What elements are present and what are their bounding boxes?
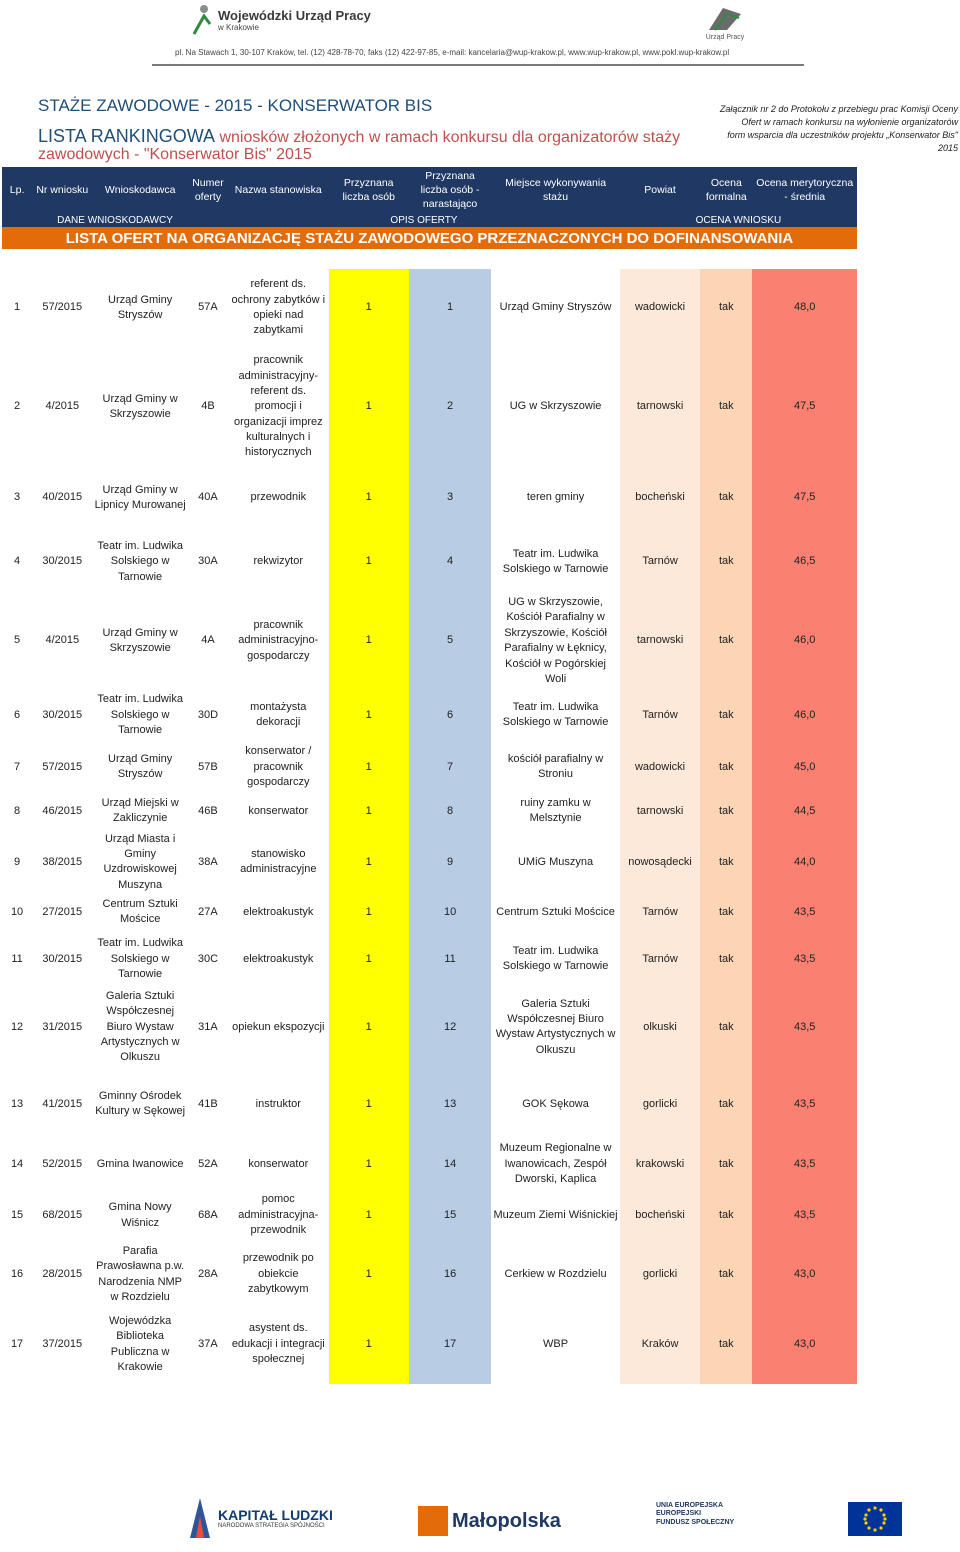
row-miejsce: WBP <box>543 1337 569 1350</box>
row-liczba: 1 <box>329 595 409 687</box>
table-row <box>2 1306 857 1384</box>
row-lp: 4 <box>14 555 21 568</box>
row-stanowisko: asystent ds. edukacji i integracji społecznej <box>231 1322 325 1366</box>
row-formalna: tak <box>700 1067 752 1141</box>
row-oferta: 57A <box>198 301 218 314</box>
row-narastajaco: 12 <box>409 987 491 1067</box>
row-wnioskodawca: Centrum Sztuki Mościce <box>102 897 178 926</box>
row-formalna: tak <box>700 1141 752 1187</box>
row-narastajaco: 4 <box>409 529 491 595</box>
kapital-ludzki-logo <box>188 1496 333 1540</box>
row-powiat: tarnowski <box>620 347 700 467</box>
table-row <box>2 467 857 529</box>
row-nr: 40/2015 <box>42 491 83 504</box>
row-stanowisko: pomoc administracyjna-przewodnik <box>238 1193 319 1237</box>
row-wnioskodawca: Urząd Gminy w Skrzyszowie <box>102 626 178 655</box>
wup-logo-icon <box>192 4 212 36</box>
row-ocena: 44,0 <box>752 831 857 893</box>
row-stanowisko: referent ds. ochrony zabytków i opieki nad zabytkami <box>231 278 326 337</box>
row-wnioskodawca: Urząd Miasta i Gminy Uzdrowiskowej Muszyna <box>103 832 177 891</box>
table-row <box>2 831 857 893</box>
row-liczba: 1 <box>329 987 409 1067</box>
row-nr: 38/2015 <box>42 855 83 868</box>
urzad-pracy-logo <box>700 4 750 41</box>
row-formalna: tak <box>700 347 752 467</box>
row-oferta: 4B <box>201 400 215 413</box>
row-formalna: tak <box>700 269 752 347</box>
row-stanowisko: elektroakustyk <box>243 952 314 965</box>
row-narastajaco: 15 <box>409 1188 491 1244</box>
annex-line-3: form wsparcia dla uczestników projektu „Konserwator Bis" <box>727 130 958 141</box>
row-liczba: 1 <box>329 467 409 529</box>
row-oferta: 68A <box>198 1208 218 1221</box>
row-liczba: 1 <box>329 1188 409 1244</box>
row-ocena: 48,0 <box>752 269 857 347</box>
row-liczba: 1 <box>329 791 409 831</box>
row-powiat: olkuski <box>620 987 700 1067</box>
row-lp: 5 <box>14 634 21 647</box>
table-row <box>2 269 857 347</box>
ranking-table <box>2 167 857 1384</box>
row-powiat: Tarnów <box>620 893 700 931</box>
row-nr: 57/2015 <box>42 760 83 773</box>
orange-banner-text: LISTA OFERT NA ORGANIZACJĘ STAŻU ZAWODOWEGO PRZEZNACZONYCH DO DOFINANSOWANIA <box>2 227 857 249</box>
table-row <box>2 1244 857 1306</box>
row-wnioskodawca: Teatr im. Ludwika Solskiego w Tarnowie <box>97 539 183 583</box>
row-lp: 7 <box>14 760 21 773</box>
row-stanowisko: stanowisko administracyjne <box>240 847 317 876</box>
annex-line-1: Załącznik nr 2 do Protokołu z przebiegu prac Komisji Oceny <box>719 104 958 114</box>
ranking-subtitle: wniosków złożonych w ramach konkursu dla organizatorów staży <box>215 129 681 146</box>
row-wnioskodawca: Teatr im. Ludwika Solskiego w Tarnowie <box>97 937 183 981</box>
row-miejsce: Teatr im. Ludwika Solskiego w Tarnowie <box>502 700 609 729</box>
table-row <box>2 1141 857 1187</box>
row-liczba: 1 <box>329 347 409 467</box>
wup-logo <box>192 4 371 36</box>
row-miejsce: Urząd Gminy Stryszów <box>499 301 612 314</box>
row-powiat: wadowicki <box>620 269 700 347</box>
eu-flag-icon <box>848 1502 902 1536</box>
row-miejsce: Teatr im. Ludwika Solskiego w Tarnowie <box>502 547 609 575</box>
eu-line-3: FUNDUSZ SPOŁECZNY <box>656 1518 735 1526</box>
row-liczba: 1 <box>329 1067 409 1141</box>
table-row <box>2 687 857 743</box>
row-powiat: wadowicki <box>620 743 700 791</box>
row-ocena: 45,0 <box>752 743 857 791</box>
row-nr: 30/2015 <box>42 555 83 568</box>
row-lp: 12 <box>10 1020 24 1033</box>
row-powiat: Kraków <box>620 1306 700 1384</box>
row-lp: 16 <box>10 1267 24 1280</box>
table-row <box>2 791 857 831</box>
row-stanowisko: rekwizytor <box>253 555 304 568</box>
row-powiat: tarnowski <box>620 595 700 687</box>
document-title: STAŻE ZAWODOWE - 2015 - KONSERWATOR BIS <box>38 96 433 115</box>
malopolska-icon <box>418 1506 448 1536</box>
kl-title: KAPITAŁ LUDZKI <box>218 1507 333 1523</box>
row-ocena: 43,5 <box>752 1067 857 1141</box>
row-miejsce: UMiG Muszyna <box>517 855 594 868</box>
table-row <box>2 893 857 931</box>
row-oferta: 30A <box>198 555 218 568</box>
row-miejsce: UG w Skrzyszowie <box>509 400 602 413</box>
row-narastajaco: 14 <box>409 1141 491 1187</box>
org-name: Wojewódzki Urząd Pracy <box>218 8 371 23</box>
row-nr: 4/2015 <box>45 400 80 413</box>
row-wnioskodawca: Wojewódzka Biblioteka Publiczna w Krakowie <box>109 1314 172 1373</box>
row-lp: 10 <box>10 905 24 918</box>
row-powiat: Tarnów <box>620 529 700 595</box>
row-wnioskodawca: Teatr im. Ludwika Solskiego w Tarnowie <box>97 693 183 737</box>
row-nr: 57/2015 <box>42 301 83 314</box>
table-row <box>2 595 857 687</box>
urzad-pracy-icon <box>705 4 745 32</box>
row-nr: 52/2015 <box>42 1157 83 1170</box>
row-oferta: 52A <box>198 1157 218 1170</box>
row-narastajaco: 6 <box>409 687 491 743</box>
row-formalna: tak <box>700 931 752 987</box>
row-oferta: 38A <box>198 855 218 868</box>
row-narastajaco: 10 <box>409 893 491 931</box>
table-body <box>2 269 857 1384</box>
row-powiat: gorlicki <box>620 1244 700 1306</box>
row-ocena: 43,5 <box>752 931 857 987</box>
row-miejsce: ruiny zamku w Melsztynie <box>520 796 591 825</box>
table-row <box>2 347 857 467</box>
row-powiat: bocheński <box>620 1188 700 1244</box>
band-ocena: OCENA WNIOSKU <box>620 213 857 227</box>
row-formalna: tak <box>700 791 752 831</box>
row-powiat: krakowski <box>620 1141 700 1187</box>
row-narastajaco: 16 <box>409 1244 491 1306</box>
row-oferta: 27A <box>198 905 218 918</box>
row-stanowisko: elektroakustyk <box>243 905 314 918</box>
table-header <box>2 167 857 213</box>
row-wnioskodawca: Galeria Sztuki Współczesnej Biuro Wystaw Artystycznych w Olkuszu <box>100 989 180 1064</box>
row-liczba: 1 <box>329 1244 409 1306</box>
row-wnioskodawca: Gmina Nowy Wiśnicz <box>108 1201 172 1229</box>
address-line: pl. Na Stawach 1, 30-107 Kraków, tel. (12) 428-78-70, faks (12) 422-97-85, e-mail: kancelaria@wup-krakow.pl, www.wup-krakow.pl, www.pokl.wup-krakow.pl <box>175 48 730 57</box>
row-formalna: tak <box>700 467 752 529</box>
row-oferta: 41B <box>198 1097 218 1110</box>
row-miejsce: Muzeum Regionalne w Iwanowicach, Zespół Dworski, Kaplica <box>499 1142 612 1186</box>
table-row <box>2 987 857 1067</box>
eu-line-2: EUROPEJSKI <box>656 1510 702 1518</box>
row-powiat: Tarnów <box>620 931 700 987</box>
row-formalna: tak <box>700 987 752 1067</box>
right-logo-text: Urząd Pracy <box>705 34 745 41</box>
row-powiat: bocheński <box>620 467 700 529</box>
section-band <box>2 213 857 227</box>
annex-line-4: 2015 <box>937 143 958 154</box>
malopolska-logo <box>418 1506 561 1536</box>
table-row <box>2 931 857 987</box>
row-lp: 11 <box>11 952 23 965</box>
row-lp: 17 <box>10 1337 24 1350</box>
row-nr: 68/2015 <box>42 1208 83 1221</box>
row-narastajaco: 8 <box>409 791 491 831</box>
row-ocena: 46,0 <box>752 595 857 687</box>
row-liczba: 1 <box>329 1306 409 1384</box>
footer-logos <box>0 1496 960 1548</box>
row-ocena: 43,5 <box>752 987 857 1067</box>
row-oferta: 30C <box>197 952 219 965</box>
row-formalna: tak <box>700 1306 752 1384</box>
org-city: w Krakowie <box>218 23 259 32</box>
row-wnioskodawca: Urząd Gminy Stryszów <box>108 752 173 781</box>
row-nr: 30/2015 <box>42 952 83 965</box>
ranking-label: LISTA RANKINGOWA <box>38 126 216 146</box>
row-narastajaco: 5 <box>409 595 491 687</box>
col-powiat: Powiat <box>620 167 700 213</box>
row-ocena: 43,0 <box>752 1244 857 1306</box>
row-nr: 27/2015 <box>42 905 83 918</box>
row-miejsce: UG w Skrzyszowie, Kościół Parafialny w Skrzyszowie, Kościół Parafialny w Łęknicy, Kościół w Pogórskiej Woli <box>504 596 607 685</box>
row-liczba: 1 <box>329 831 409 893</box>
row-miejsce: Centrum Sztuki Mościce <box>496 905 615 918</box>
row-oferta: 57B <box>198 760 218 773</box>
row-wnioskodawca: Gminny Ośrodek Kultury w Sękowej <box>95 1089 186 1118</box>
row-ocena: 43,5 <box>752 1188 857 1244</box>
row-lp: 2 <box>14 400 21 413</box>
row-nr: 46/2015 <box>42 804 83 817</box>
row-oferta: 37A <box>198 1337 218 1350</box>
row-miejsce: Cerkiew w Rozdzielu <box>504 1267 607 1280</box>
row-lp: 6 <box>14 708 21 721</box>
row-ocena: 43,5 <box>752 1141 857 1187</box>
table-row <box>2 1188 857 1244</box>
row-formalna: tak <box>700 595 752 687</box>
row-oferta: 4A <box>201 634 215 647</box>
row-oferta: 46B <box>198 804 218 817</box>
row-narastajaco: 11 <box>409 931 491 987</box>
row-formalna: tak <box>700 831 752 893</box>
row-lp: 15 <box>10 1208 24 1221</box>
eu-line-1: UNIA EUROPEJSKA <box>656 1502 724 1509</box>
col-narastajaco: Przyznana liczba osób - narastająco <box>409 167 491 213</box>
row-stanowisko: montażysta dekoracji <box>250 700 307 729</box>
row-stanowisko: konserwator <box>248 1157 309 1170</box>
spacer-row <box>2 249 857 269</box>
annex-note <box>704 103 958 155</box>
band-dane: DANE WNIOSKODAWCY <box>2 213 228 227</box>
row-wnioskodawca: Urząd Gminy w Skrzyszowie <box>102 392 178 420</box>
row-miejsce: GOK Sękowa <box>522 1097 589 1110</box>
row-miejsce: Galeria Sztuki Współczesnej Biuro Wystaw Artystycznych w Olkuszu <box>495 997 616 1056</box>
eu-text <box>656 1502 734 1527</box>
orange-banner <box>2 227 857 249</box>
row-narastajaco: 3 <box>409 467 491 529</box>
row-miejsce: Teatr im. Ludwika Solskiego w Tarnowie <box>502 944 609 973</box>
row-miejsce: teren gminy <box>526 491 585 504</box>
row-formalna: tak <box>700 743 752 791</box>
col-nr: Nr wniosku <box>32 167 92 213</box>
row-nr: 41/2015 <box>42 1097 83 1110</box>
row-ocena: 46,0 <box>752 687 857 743</box>
row-stanowisko: przewodnik <box>250 491 307 504</box>
row-oferta: 30D <box>197 708 219 721</box>
row-lp: 14 <box>10 1157 24 1170</box>
row-wnioskodawca: Urząd Gminy Stryszów <box>108 293 173 321</box>
row-wnioskodawca: Urząd Miejski w Zakliczynie <box>101 796 179 825</box>
row-oferta: 40A <box>198 491 218 504</box>
col-wnioskodawca: Wnioskodawca <box>92 167 187 213</box>
col-przyznana: Przyznana liczba osób <box>329 167 409 213</box>
row-ocena: 44,5 <box>752 791 857 831</box>
band-opis: OPIS OFERTY <box>228 213 620 227</box>
row-nr: 31/2015 <box>42 1020 83 1033</box>
row-narastajaco: 17 <box>409 1306 491 1384</box>
row-lp: 13 <box>10 1097 24 1110</box>
row-narastajaco: 7 <box>409 743 491 791</box>
row-formalna: tak <box>700 1188 752 1244</box>
row-wnioskodawca: Gmina Iwanowice <box>96 1157 184 1170</box>
row-nr: 30/2015 <box>42 708 83 721</box>
row-liczba: 1 <box>329 743 409 791</box>
col-miejsce: Miejsce wykonywania stażu <box>491 167 620 213</box>
row-powiat: nowosądecki <box>620 831 700 893</box>
row-formalna: tak <box>700 529 752 595</box>
row-ocena: 43,5 <box>752 893 857 931</box>
row-liczba: 1 <box>329 269 409 347</box>
annex-line-2: Ofert w ramach konkursu na wyłonienie organizatorów <box>741 117 958 128</box>
row-formalna: tak <box>700 687 752 743</box>
row-wnioskodawca: Parafia Prawosławna p.w. Narodzenia NMP w Rozdzielu <box>96 1244 185 1303</box>
kapital-ludzki-icon <box>188 1496 212 1540</box>
row-stanowisko: przewodnik po obiekcie zabytkowym <box>242 1252 314 1296</box>
row-nr: 4/2015 <box>45 634 80 647</box>
table-row <box>2 1067 857 1141</box>
col-stanowisko: Nazwa stanowiska <box>228 167 328 213</box>
row-lp: 8 <box>14 804 21 817</box>
row-ocena: 43,0 <box>752 1306 857 1384</box>
row-ocena: 47,5 <box>752 467 857 529</box>
row-lp: 9 <box>14 855 21 868</box>
row-stanowisko: opiekun ekspozycji <box>232 1020 325 1033</box>
ranking-subtitle-line3: zawodowych - "Konserwator Bis" 2015 <box>38 145 312 163</box>
row-stanowisko: konserwator <box>248 804 309 817</box>
table-row <box>2 743 857 791</box>
row-oferta: 28A <box>198 1267 218 1280</box>
row-formalna: tak <box>700 893 752 931</box>
row-lp: 1 <box>14 301 21 314</box>
row-nr: 28/2015 <box>42 1267 83 1280</box>
row-oferta: 31A <box>198 1020 218 1033</box>
document-subtitle <box>38 127 680 164</box>
row-liczba: 1 <box>329 687 409 743</box>
row-narastajaco: 9 <box>409 831 491 893</box>
header-divider <box>152 64 804 66</box>
row-liczba: 1 <box>329 893 409 931</box>
table-row <box>2 529 857 595</box>
row-ocena: 47,5 <box>752 347 857 467</box>
row-powiat: gorlicki <box>620 1067 700 1141</box>
col-formalna: Ocena formalna <box>700 167 752 213</box>
row-lp: 3 <box>14 491 21 504</box>
col-numer: Numer oferty <box>188 167 228 213</box>
row-narastajaco: 2 <box>409 347 491 467</box>
row-narastajaco: 1 <box>409 269 491 347</box>
row-narastajaco: 13 <box>409 1067 491 1141</box>
row-ocena: 46,5 <box>752 529 857 595</box>
row-liczba: 1 <box>329 529 409 595</box>
malopolska-text: Małopolska <box>452 1509 561 1532</box>
row-liczba: 1 <box>329 1141 409 1187</box>
row-stanowisko: instruktor <box>255 1097 301 1110</box>
row-miejsce: kościół parafialny w Stroniu <box>507 752 604 781</box>
row-wnioskodawca: Urząd Gminy w Lipnicy Murowanej <box>94 483 186 511</box>
row-miejsce: Muzeum Ziemi Wiśnickiej <box>493 1208 618 1221</box>
row-stanowisko: pracownik administracyjno-gospodarczy <box>238 619 319 662</box>
col-lp: Lp. <box>2 167 32 213</box>
row-stanowisko: konserwator / pracownik gospodarczy <box>245 745 312 789</box>
row-formalna: tak <box>700 1244 752 1306</box>
row-powiat: tarnowski <box>620 791 700 831</box>
col-merytoryczna: Ocena merytoryczna - średnia <box>752 167 857 213</box>
kl-subtitle: NARODOWA STRATEGIA SPÓJNOŚCI <box>218 1523 325 1529</box>
row-powiat: Tarnów <box>620 687 700 743</box>
row-stanowisko: pracownik administracyjny-referent ds. promocji i organizacji imprez kulturalnych i historycznych <box>233 354 323 459</box>
row-nr: 37/2015 <box>42 1337 83 1350</box>
row-liczba: 1 <box>329 931 409 987</box>
